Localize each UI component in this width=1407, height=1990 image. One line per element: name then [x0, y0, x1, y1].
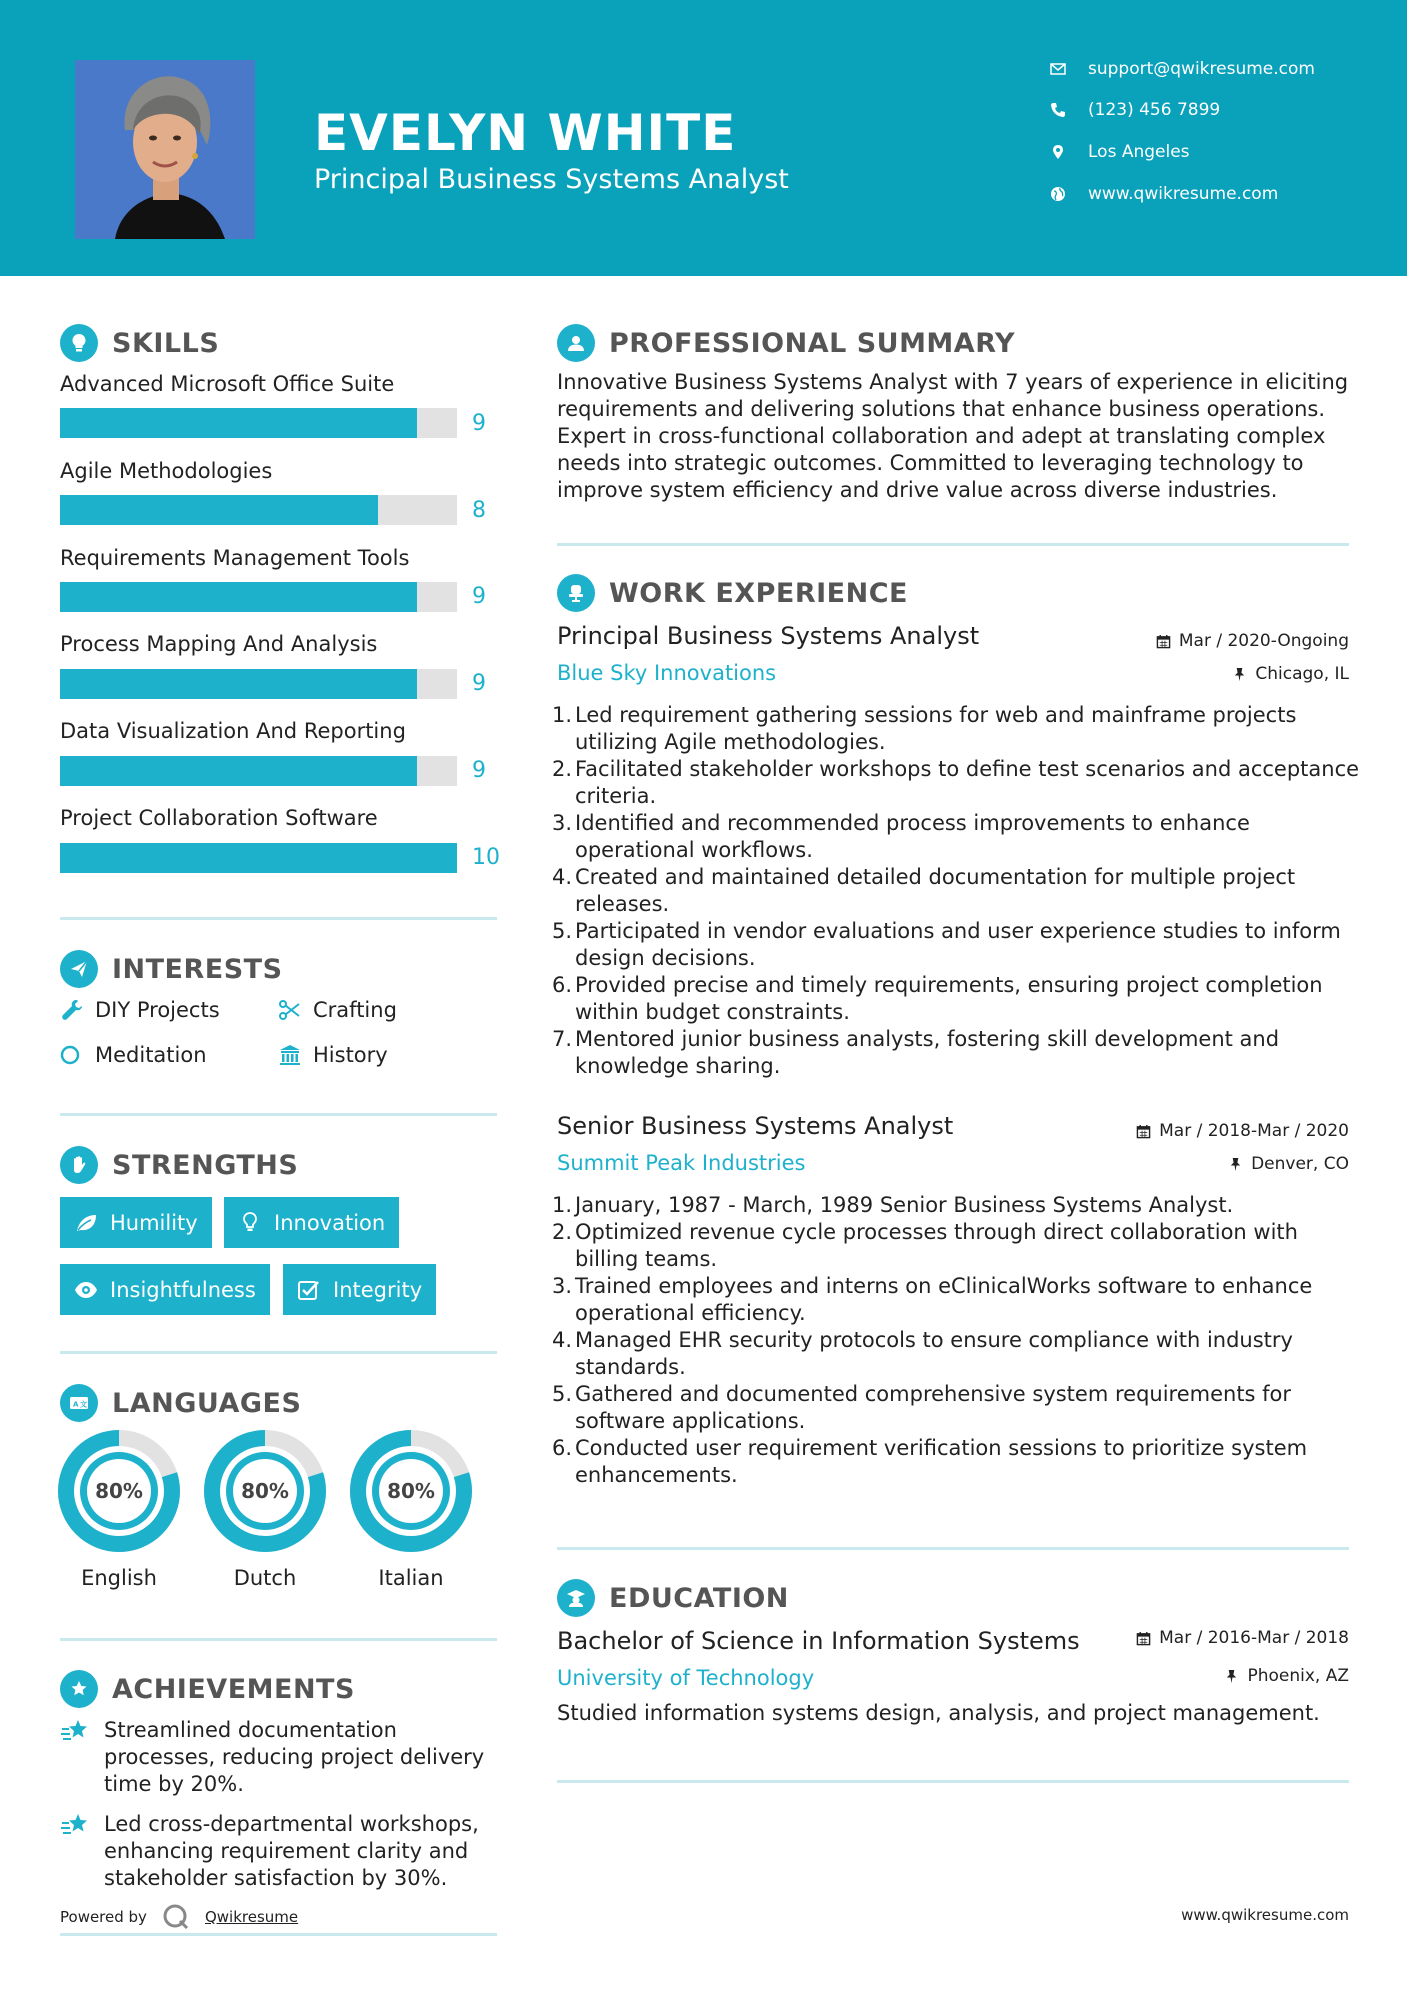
user-section-icon [557, 324, 595, 362]
language-gauge [58, 1430, 180, 1556]
strength-badge [60, 1264, 270, 1315]
achievement-item [60, 1717, 500, 1798]
duty-item: 3. Identified and recommended process improvements to enhance operational workflows. [552, 810, 1362, 864]
duty-text: Conducted user requirement verification sessions to prioritize system enhancements. [575, 1436, 1308, 1487]
duty-text: Facilitated stakeholder workshops to define test scenarios and acceptance criteria. [575, 757, 1360, 808]
gauge-label: 80% [387, 1479, 435, 1503]
portrait-image [75, 60, 255, 239]
interest-label: History [313, 1043, 388, 1067]
shooting-star-icon [60, 1811, 92, 1839]
skill-name: Agile Methodologies [60, 459, 273, 483]
qwikresume-logo-icon [161, 1902, 191, 1932]
svg-text:文: 文 [80, 1400, 87, 1409]
duty-item: 3. Trained employees and interns on eClinicalWorks software to enhance operational efficiency. [552, 1273, 1362, 1327]
location-icon [1050, 144, 1066, 160]
interest-label: DIY Projects [95, 998, 220, 1022]
languages-title: LANGUAGES [112, 1387, 302, 1419]
job-title: Senior Business Systems Analyst [557, 1112, 954, 1140]
education-title: EDUCATION [609, 1582, 789, 1614]
achievement-item [60, 1811, 500, 1892]
languages-heading [60, 1384, 301, 1422]
duty-item: 5. Participated in vendor evaluations and user experience studies to inform design decisions. [552, 918, 1362, 972]
footer-website[interactable]: www.qwikresume.com [1181, 1906, 1349, 1924]
job-location-text: Denver, CO [1251, 1154, 1349, 1174]
skill-bar-fill [60, 669, 417, 699]
mail-icon [1050, 61, 1066, 77]
skill-bar-fill [60, 843, 457, 873]
duty-text: Trained employees and interns on eClinicalWorks software to enhance operational efficiency. [575, 1274, 1313, 1325]
graduate-section-icon [557, 1579, 595, 1617]
header-banner [0, 0, 1407, 276]
language-card-section-icon [60, 1384, 98, 1422]
duty-item: 2. Optimized revenue cycle processes through direct collaboration with billing teams. [552, 1219, 1362, 1273]
duty-item: 6. Conducted user requirement verification sessions to prioritize system enhancements. [552, 1435, 1362, 1489]
section-divider [60, 1351, 497, 1354]
language-gauge [350, 1430, 472, 1556]
eye-icon [74, 1278, 98, 1302]
section-divider [557, 543, 1349, 546]
language-name: Dutch [233, 1566, 297, 1590]
strength-label: Innovation [274, 1210, 386, 1235]
shooting-star-icon [60, 1717, 92, 1745]
skill-name: Process Mapping And Analysis [60, 632, 378, 656]
interest-item [278, 1043, 388, 1067]
duty-item: 4. Created and maintained detailed documentation for multiple project releases. [552, 864, 1362, 918]
skill-name: Project Collaboration Software [60, 806, 378, 830]
education-dates-text: Mar / 2016-Mar / 2018 [1159, 1628, 1349, 1648]
skill-bar-fill [60, 408, 417, 438]
skill-bar-track [60, 582, 457, 612]
interest-item [60, 998, 220, 1022]
company-name: Summit Peak Industries [557, 1151, 806, 1175]
skill-name: Data Visualization And Reporting [60, 719, 406, 743]
job-dates [1136, 1121, 1349, 1141]
interest-label: Crafting [313, 998, 397, 1022]
pushpin-icon [1228, 1157, 1243, 1172]
education-heading [557, 1579, 789, 1617]
strength-label: Humility [110, 1210, 198, 1235]
job-dates [1156, 631, 1349, 651]
interest-item [278, 998, 397, 1022]
job-duties-list [552, 702, 1362, 1080]
summary-text: Innovative Business Systems Analyst with 7 years of experience in eliciting requirements and delivering solutions that enhance business operations. Expert in cross-functional collaboration and adept at translating complex needs into strategic outcomes. Committed to leveraging technology to improve system efficiency and drive value across diverse industries. [557, 370, 1349, 502]
skill-value: 9 [472, 758, 486, 783]
skill-bar-track [60, 669, 457, 699]
section-divider [557, 1547, 1349, 1550]
summary-title: PROFESSIONAL SUMMARY [609, 327, 1016, 359]
strength-label: Integrity [333, 1277, 423, 1302]
duty-item: 5. Gathered and documented comprehensive system requirements for software applications. [552, 1381, 1362, 1435]
strength-badge [60, 1197, 212, 1248]
job-location-text: Chicago, IL [1255, 664, 1349, 684]
language-name: Italian [378, 1566, 444, 1590]
contact-website[interactable] [1050, 184, 1278, 204]
duty-item: 2. Facilitated stakeholder workshops to define test scenarios and acceptance criteria. [552, 756, 1362, 810]
section-divider [60, 917, 497, 920]
gauge-label: 80% [95, 1479, 143, 1503]
globe-icon [1050, 186, 1066, 202]
skill-value: 9 [472, 411, 486, 436]
powered-by-label: Powered by [60, 1908, 147, 1926]
hand-section-icon [60, 1146, 98, 1184]
skill-value: 8 [472, 498, 486, 523]
skills-heading [60, 324, 219, 362]
contact-email[interactable] [1050, 59, 1315, 79]
interests-title: INTERESTS [112, 953, 283, 985]
leaf-icon [74, 1211, 98, 1235]
powered-by [60, 1902, 298, 1932]
job-title: Principal Business Systems Analyst [557, 622, 980, 650]
experience-heading [557, 574, 908, 612]
calendar-icon [1136, 1631, 1151, 1646]
skill-value: 9 [472, 671, 486, 696]
gauge-label: 80% [241, 1479, 289, 1503]
experience-title: WORK EXPERIENCE [609, 577, 908, 609]
education-description: Studied information systems design, analysis, and project management. [557, 1701, 1320, 1725]
lightbulb-section-icon [60, 324, 98, 362]
section-divider [557, 1780, 1349, 1783]
job-duties-list [552, 1192, 1362, 1489]
duty-item: 7. Mentored junior business analysts, fostering skill development and knowledge sharing. [552, 1026, 1362, 1080]
achievement-text: Streamlined documentation processes, reducing project delivery time by 20%. [104, 1718, 485, 1796]
interests-heading [60, 950, 283, 988]
job-location [1228, 1154, 1349, 1174]
duty-text: Managed EHR security protocols to ensure compliance with industry standards. [575, 1328, 1293, 1379]
duty-text: Led requirement gathering sessions for web and mainframe projects utilizing Agile methodologies. [575, 703, 1297, 754]
lightbulb-icon [238, 1211, 262, 1235]
skills-title: SKILLS [112, 327, 220, 359]
contact-location-text: Los Angeles [1088, 142, 1190, 162]
school-name: University of Technology [557, 1666, 815, 1690]
strength-badge [283, 1264, 436, 1315]
interest-item [60, 1043, 207, 1067]
skill-bar-track [60, 756, 457, 786]
duty-text: Participated in vendor evaluations and user experience studies to inform design decisions. [575, 919, 1341, 970]
skill-bar-fill [60, 495, 378, 525]
duty-text: Optimized revenue cycle processes through direct collaboration with billing teams. [575, 1220, 1298, 1271]
company-name: Blue Sky Innovations [557, 661, 777, 685]
duty-item: 1. Led requirement gathering sessions for web and mainframe projects utilizing Agile methodologies. [552, 702, 1362, 756]
achievement-text: Led cross-departmental workshops, enhancing requirement clarity and stakeholder satisfaction by 30%. [104, 1812, 479, 1890]
wrench-icon [60, 998, 84, 1022]
candidate-title: Principal Business Systems Analyst [314, 164, 789, 195]
strengths-heading [60, 1146, 298, 1184]
duty-text: January, 1987 - March, 1989 Senior Business Systems Analyst. [575, 1193, 1234, 1217]
contact-location [1050, 142, 1190, 162]
achievements-title: ACHIEVEMENTS [112, 1673, 355, 1705]
section-divider [60, 1638, 497, 1641]
svg-text:A: A [73, 1400, 79, 1409]
pushpin-icon [1224, 1669, 1239, 1684]
contact-phone[interactable] [1050, 100, 1220, 120]
achievements-heading [60, 1670, 355, 1708]
skill-value: 9 [472, 584, 486, 609]
strengths-title: STRENGTHS [112, 1149, 299, 1181]
skill-bar-fill [60, 582, 417, 612]
contact-website-text: www.qwikresume.com [1088, 184, 1279, 204]
checkbox-icon [297, 1278, 321, 1302]
powered-by-brand[interactable]: Qwikresume [204, 1908, 299, 1926]
skill-name: Advanced Microsoft Office Suite [60, 372, 395, 396]
skill-bar-track [60, 495, 457, 525]
interest-label: Meditation [95, 1043, 207, 1067]
duty-item: 4. Managed EHR security protocols to ensure compliance with industry standards. [552, 1327, 1362, 1381]
calendar-icon [1156, 634, 1171, 649]
calendar-icon [1136, 1124, 1151, 1139]
duty-text: Gathered and documented comprehensive system requirements for software applications. [575, 1382, 1292, 1433]
contact-phone-text: (123) 456 7899 [1088, 100, 1221, 120]
chair-section-icon [557, 574, 595, 612]
skill-bar-track [60, 843, 457, 873]
duty-text: Identified and recommended process improvements to enhance operational workflows. [575, 811, 1250, 862]
duty-item: 1. January, 1987 - March, 1989 Senior Business Systems Analyst. [552, 1193, 1234, 1217]
candidate-name: EVELYN WHITE [314, 104, 737, 162]
job-location [1232, 664, 1349, 684]
skill-bar-track [60, 408, 457, 438]
language-name: English [81, 1566, 157, 1590]
pushpin-icon [1232, 667, 1247, 682]
scissors-icon [278, 998, 302, 1022]
paper-plane-section-icon [60, 950, 98, 988]
job-dates-text: Mar / 2018-Mar / 2020 [1159, 1121, 1349, 1141]
education-location-text: Phoenix, AZ [1247, 1666, 1349, 1686]
job-dates-text: Mar / 2020-Ongoing [1178, 631, 1349, 651]
degree-title: Bachelor of Science in Information Systems [557, 1627, 1080, 1655]
section-divider [60, 1933, 497, 1936]
skill-bar-fill [60, 756, 417, 786]
summary-heading [557, 324, 1015, 362]
section-divider [60, 1113, 497, 1116]
skill-name: Requirements Management Tools [60, 546, 410, 570]
duty-text: Mentored junior business analysts, fostering skill development and knowledge sharing. [575, 1027, 1280, 1078]
museum-icon [278, 1043, 302, 1067]
duty-text: Created and maintained detailed documentation for multiple project releases. [575, 865, 1296, 916]
skill-value: 10 [472, 845, 500, 870]
star-badge-section-icon [60, 1670, 98, 1708]
phone-icon [1050, 102, 1066, 118]
profile-photo [75, 60, 255, 239]
strength-label: Insightfulness [110, 1277, 256, 1302]
circle-icon [60, 1043, 84, 1067]
duty-item: 6. Provided precise and timely requirements, ensuring project completion within budget constraints. [552, 972, 1362, 1026]
education-location [1224, 1666, 1349, 1686]
education-dates [1136, 1628, 1349, 1648]
duty-text: Provided precise and timely requirements, ensuring project completion within budget constraints. [575, 973, 1323, 1024]
contact-email-text: support@qwikresume.com [1088, 59, 1315, 79]
strength-badge [224, 1197, 399, 1248]
language-gauge [204, 1430, 326, 1556]
